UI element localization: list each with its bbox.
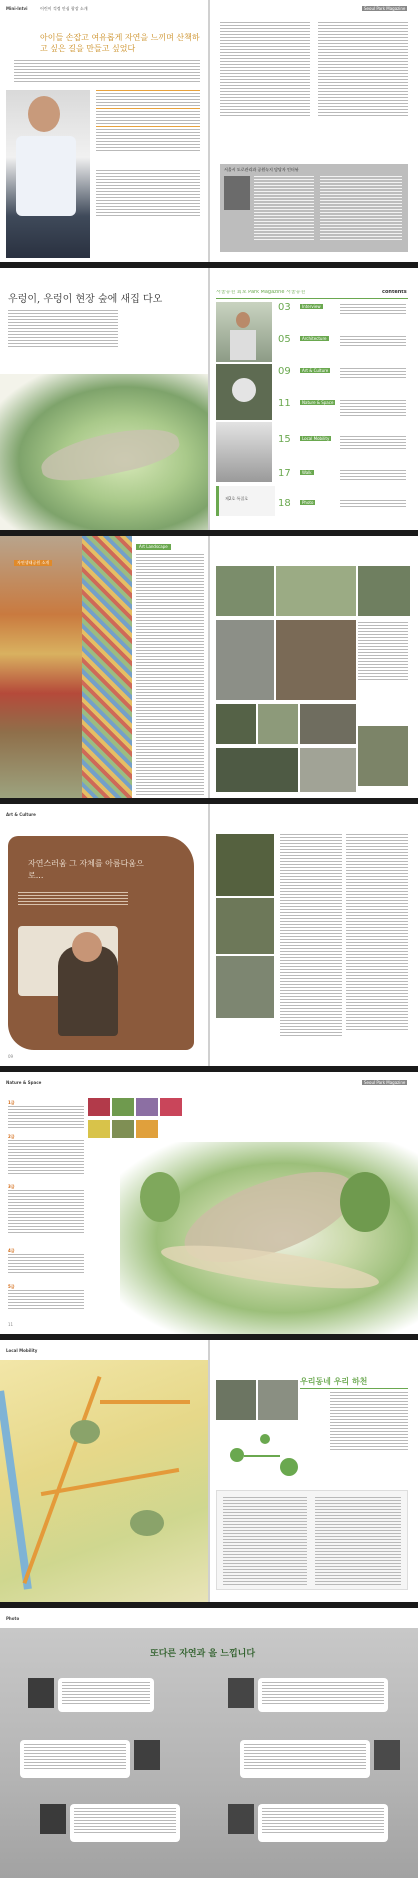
gutter xyxy=(208,0,210,262)
intro-text xyxy=(14,60,200,84)
headline: 우리동네 우리 하천 xyxy=(300,1376,368,1386)
cover-caption: 제2호 특집호 xyxy=(225,496,249,501)
header-left: Nature & Space xyxy=(6,1080,42,1085)
photo-2 xyxy=(216,898,274,954)
toc-num-3: 09 xyxy=(278,366,291,377)
flower-4 xyxy=(160,1098,182,1116)
spread-7 xyxy=(0,1608,418,1878)
toc-num-5: 15 xyxy=(278,434,291,445)
flower-7 xyxy=(136,1120,158,1138)
item-1: 1급 xyxy=(8,1100,15,1105)
spread-4 xyxy=(0,804,418,1066)
spread-3 xyxy=(0,536,418,798)
header-right: Seoul Park Magazine xyxy=(364,1080,406,1085)
gutter xyxy=(208,1340,210,1602)
title-box: 자연생태공원 소개 xyxy=(14,560,52,566)
body-text xyxy=(136,554,204,797)
mosaic-wall-photo xyxy=(0,536,82,798)
photo-9 xyxy=(358,726,408,786)
interview-box-title: 서울시 도로관리과 공원녹지 담당자 인터뷰 xyxy=(224,167,299,172)
headline: 또다른 자연과 을 느낍니다 xyxy=(150,1649,256,1659)
photo-2 xyxy=(276,566,356,616)
spread-5 xyxy=(0,1072,418,1334)
header-left: Photo xyxy=(6,1616,20,1621)
info-box xyxy=(216,1490,408,1590)
toc-desc-1 xyxy=(340,304,406,316)
photo-4 xyxy=(216,620,274,700)
toc-desc-7 xyxy=(340,500,406,509)
toc-num-4: 11 xyxy=(278,398,291,409)
flower-6 xyxy=(112,1120,134,1138)
header-left: Art & Culture xyxy=(6,812,36,817)
photo-list xyxy=(358,622,408,682)
person-photo-4 xyxy=(374,1740,400,1770)
toc-num-1: 03 xyxy=(278,302,291,313)
item-4: 4급 xyxy=(8,1248,15,1253)
item-2-text xyxy=(8,1140,84,1176)
item-5-text xyxy=(8,1290,84,1311)
photo-7 xyxy=(258,704,298,744)
flower-2 xyxy=(112,1098,134,1116)
photo-3 xyxy=(216,956,274,1018)
toc-desc-2 xyxy=(340,336,406,348)
body-text-2 xyxy=(346,834,408,1032)
masthead: 서울공원 회보 Park Magazine 서울공원 xyxy=(216,290,306,295)
toc-num-2: 05 xyxy=(278,334,291,345)
toc-num-6: 17 xyxy=(278,468,291,479)
person-photo-5 xyxy=(40,1804,66,1834)
spread-6 xyxy=(0,1340,418,1602)
cover-box xyxy=(216,486,275,516)
gutter xyxy=(208,536,210,798)
gutter xyxy=(208,804,210,1066)
brown-collage xyxy=(8,836,194,1050)
item-2: 2급 xyxy=(8,1134,15,1139)
header-left: Mini-Intvi xyxy=(6,6,28,11)
section-tag: Art Landscape xyxy=(136,544,171,550)
photo-1 xyxy=(216,566,274,616)
photo-6 xyxy=(216,704,256,744)
item-4-text xyxy=(8,1254,84,1275)
toc-num-7: 18 xyxy=(278,498,291,509)
headline: 자연스러움 그 자체를 아름다움으로... xyxy=(28,859,144,880)
rock-garden-illustration xyxy=(120,1142,418,1334)
flower-5 xyxy=(88,1120,110,1138)
item-1-text xyxy=(8,1106,84,1130)
gutter xyxy=(208,268,210,530)
toc-desc-5 xyxy=(340,436,406,451)
toc-section-5: Local Mobility xyxy=(302,436,330,441)
quote-text xyxy=(96,90,200,153)
flower-1 xyxy=(88,1098,110,1116)
photo-3 xyxy=(358,566,410,616)
header-left: Local Mobility xyxy=(6,1348,38,1353)
toc-section-7: Photo xyxy=(302,500,314,505)
molecule-graphic xyxy=(220,1428,320,1488)
toc-section-4: Nature & Space xyxy=(302,400,334,405)
photo-5 xyxy=(276,620,356,700)
toc-desc-3 xyxy=(340,368,406,380)
contents-rule xyxy=(216,298,408,299)
interview-box xyxy=(220,164,408,252)
toc-desc-4 xyxy=(340,400,406,418)
stream-photo xyxy=(216,1380,256,1420)
body-text-left xyxy=(96,170,200,218)
page-number-left: 09 xyxy=(8,1054,14,1059)
intro-text xyxy=(330,1392,408,1452)
illustrated-map xyxy=(0,1360,208,1602)
intro-text xyxy=(8,310,118,349)
item-3: 3급 xyxy=(8,1184,15,1189)
interviewee-photo xyxy=(6,90,90,258)
photo-1 xyxy=(216,834,274,896)
toc-desc-6 xyxy=(340,470,406,482)
person-photo-6 xyxy=(228,1804,254,1834)
quote-bubble-4 xyxy=(240,1740,370,1778)
intro-text xyxy=(18,892,128,907)
person-photo-3 xyxy=(134,1740,160,1770)
header-right: Seoul Park Magazine xyxy=(364,6,406,11)
quote-bubble-6 xyxy=(258,1804,388,1842)
mosaic-wall-photo-2 xyxy=(82,536,132,798)
headline: 아이들 손잡고 여유롭게 자연을 느끼며 산책하고 싶은 길을 만들고 싶었다 xyxy=(40,33,200,53)
cover-photo-3 xyxy=(216,422,272,482)
person-photo-2 xyxy=(228,1678,254,1708)
stream-photo-2 xyxy=(258,1380,298,1420)
body-text-right-1 xyxy=(220,22,310,118)
body-text-right-2 xyxy=(318,22,408,118)
page-number-left: 11 xyxy=(8,1322,14,1327)
item-3-text xyxy=(8,1190,84,1235)
quote-bubble-5 xyxy=(70,1804,180,1842)
landscape-illustration xyxy=(0,374,208,530)
photo-11 xyxy=(300,748,356,792)
headline: 우렁이, 우렁이 현장 숲에 새집 다오 xyxy=(8,294,163,305)
toc-section-1: Interview xyxy=(302,304,321,309)
toc-section-2: Architecture xyxy=(302,336,327,341)
cover-photo xyxy=(216,302,272,362)
cover-photo-2 xyxy=(216,364,272,420)
body-text-1 xyxy=(280,834,342,1038)
spread-2 xyxy=(0,268,418,530)
item-5: 5급 xyxy=(8,1284,15,1289)
photo-8 xyxy=(300,704,356,744)
photo-10 xyxy=(216,748,298,792)
green-rule xyxy=(300,1388,408,1389)
contents-label: contents xyxy=(382,290,407,295)
header-sub: 어린이 걱정 안심 광장 소개 xyxy=(40,6,88,11)
person-photo-1 xyxy=(28,1678,54,1708)
toc-section-3: Art & Culture xyxy=(302,368,329,373)
toc-section-6: Walk xyxy=(302,470,312,475)
quote-bubble-2 xyxy=(258,1678,388,1712)
quote-bubble-3 xyxy=(20,1740,130,1778)
quote-bubble-1 xyxy=(58,1678,154,1712)
spread-1 xyxy=(0,0,418,262)
flower-3 xyxy=(136,1098,158,1116)
